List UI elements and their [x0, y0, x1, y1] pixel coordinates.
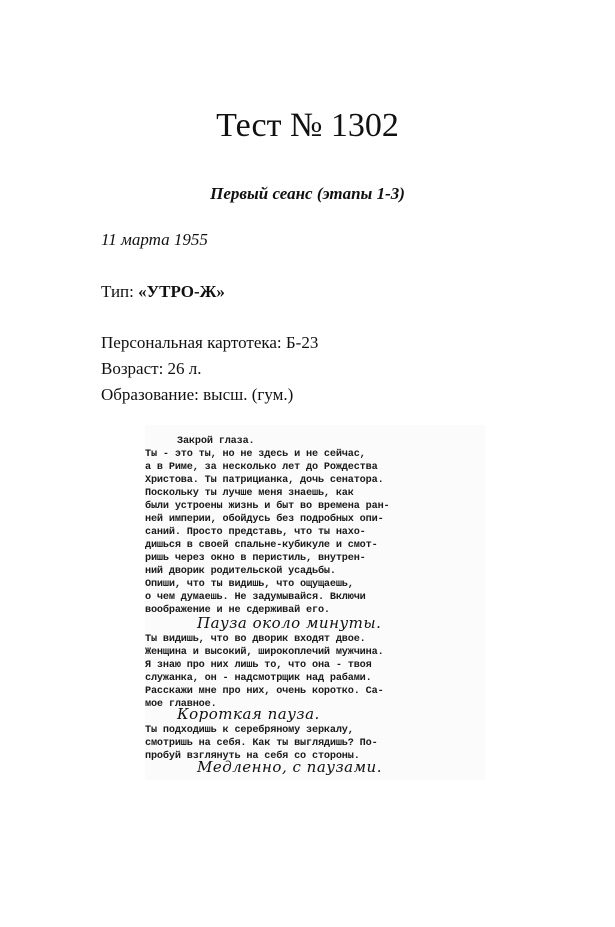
typed-line: а в Риме, за несколько лет до Рождества — [145, 462, 378, 473]
typed-line: смотришь на себя. Как ты выглядишь? По- — [145, 738, 378, 749]
page-title: Тест № 1302 — [216, 107, 399, 144]
type-label: Тип: — [101, 282, 139, 301]
handwritten-note: Короткая пауза. — [177, 705, 320, 723]
typed-document-image — [145, 425, 485, 780]
type-value: «УТРО-Ж» — [138, 282, 225, 301]
education-line: Образование: высш. (гум.) — [101, 385, 294, 404]
typed-line: Поскольку ты лучше меня знаешь, как — [145, 488, 354, 499]
typed-line: служанка, он - надсмотрщик над рабами. — [145, 673, 372, 684]
typed-line: Ты видишь, что во дворик входят двое. — [145, 634, 366, 645]
typed-line: Ты подходишь к серебряному зеркалу, — [145, 725, 354, 736]
typed-line: дишься в своей спальне-кубикуле и смот- — [145, 540, 378, 551]
typed-line: ней империи, обойдусь без подробных опи- — [145, 514, 384, 525]
typed-line: воображение и не сдерживай его. — [145, 605, 330, 616]
session-date: 11 марта 1955 — [101, 230, 208, 249]
typed-line: Расскажи мне про них, очень коротко. Са- — [145, 686, 384, 697]
card-line: Персональная картотека: Б-23 — [101, 333, 319, 352]
typed-line: о чем думаешь. Не задумывайся. Включи — [145, 592, 366, 603]
age-line: Возраст: 26 л. — [101, 359, 202, 378]
typed-line: Я знаю про них лишь то, что она - твоя — [145, 660, 372, 671]
typed-line: ришь через окно в перистиль, внутрен- — [145, 553, 366, 564]
typed-line: Ты - это ты, но не здесь и не сейчас, — [145, 449, 366, 460]
typed-line: мое главное. — [145, 699, 217, 710]
typed-line: саний. Просто представь, что ты нахо- — [145, 527, 366, 538]
session-subtitle: Первый сеанс (этапы 1-3) — [210, 184, 405, 203]
typed-line: Христова. Ты патрицианка, дочь сенатора. — [145, 475, 384, 486]
typed-line: ний дворик родительской усадьбы. — [145, 566, 336, 577]
handwritten-note: Медленно, с паузами. — [197, 758, 382, 776]
handwritten-note: Пауза около минуты. — [197, 614, 382, 632]
typed-line: пробуй взглянуть на себя со стороны. — [145, 751, 360, 762]
type-line — [101, 282, 225, 302]
typed-line: были устроены жизнь и быт во времена ран- — [145, 501, 390, 512]
typed-line: Опиши, что ты видишь, что ощущаешь, — [145, 579, 354, 590]
typed-line: Закрой глаза. — [177, 436, 255, 447]
typed-line: Женщина и высокий, широкоплечий мужчина. — [145, 647, 384, 658]
